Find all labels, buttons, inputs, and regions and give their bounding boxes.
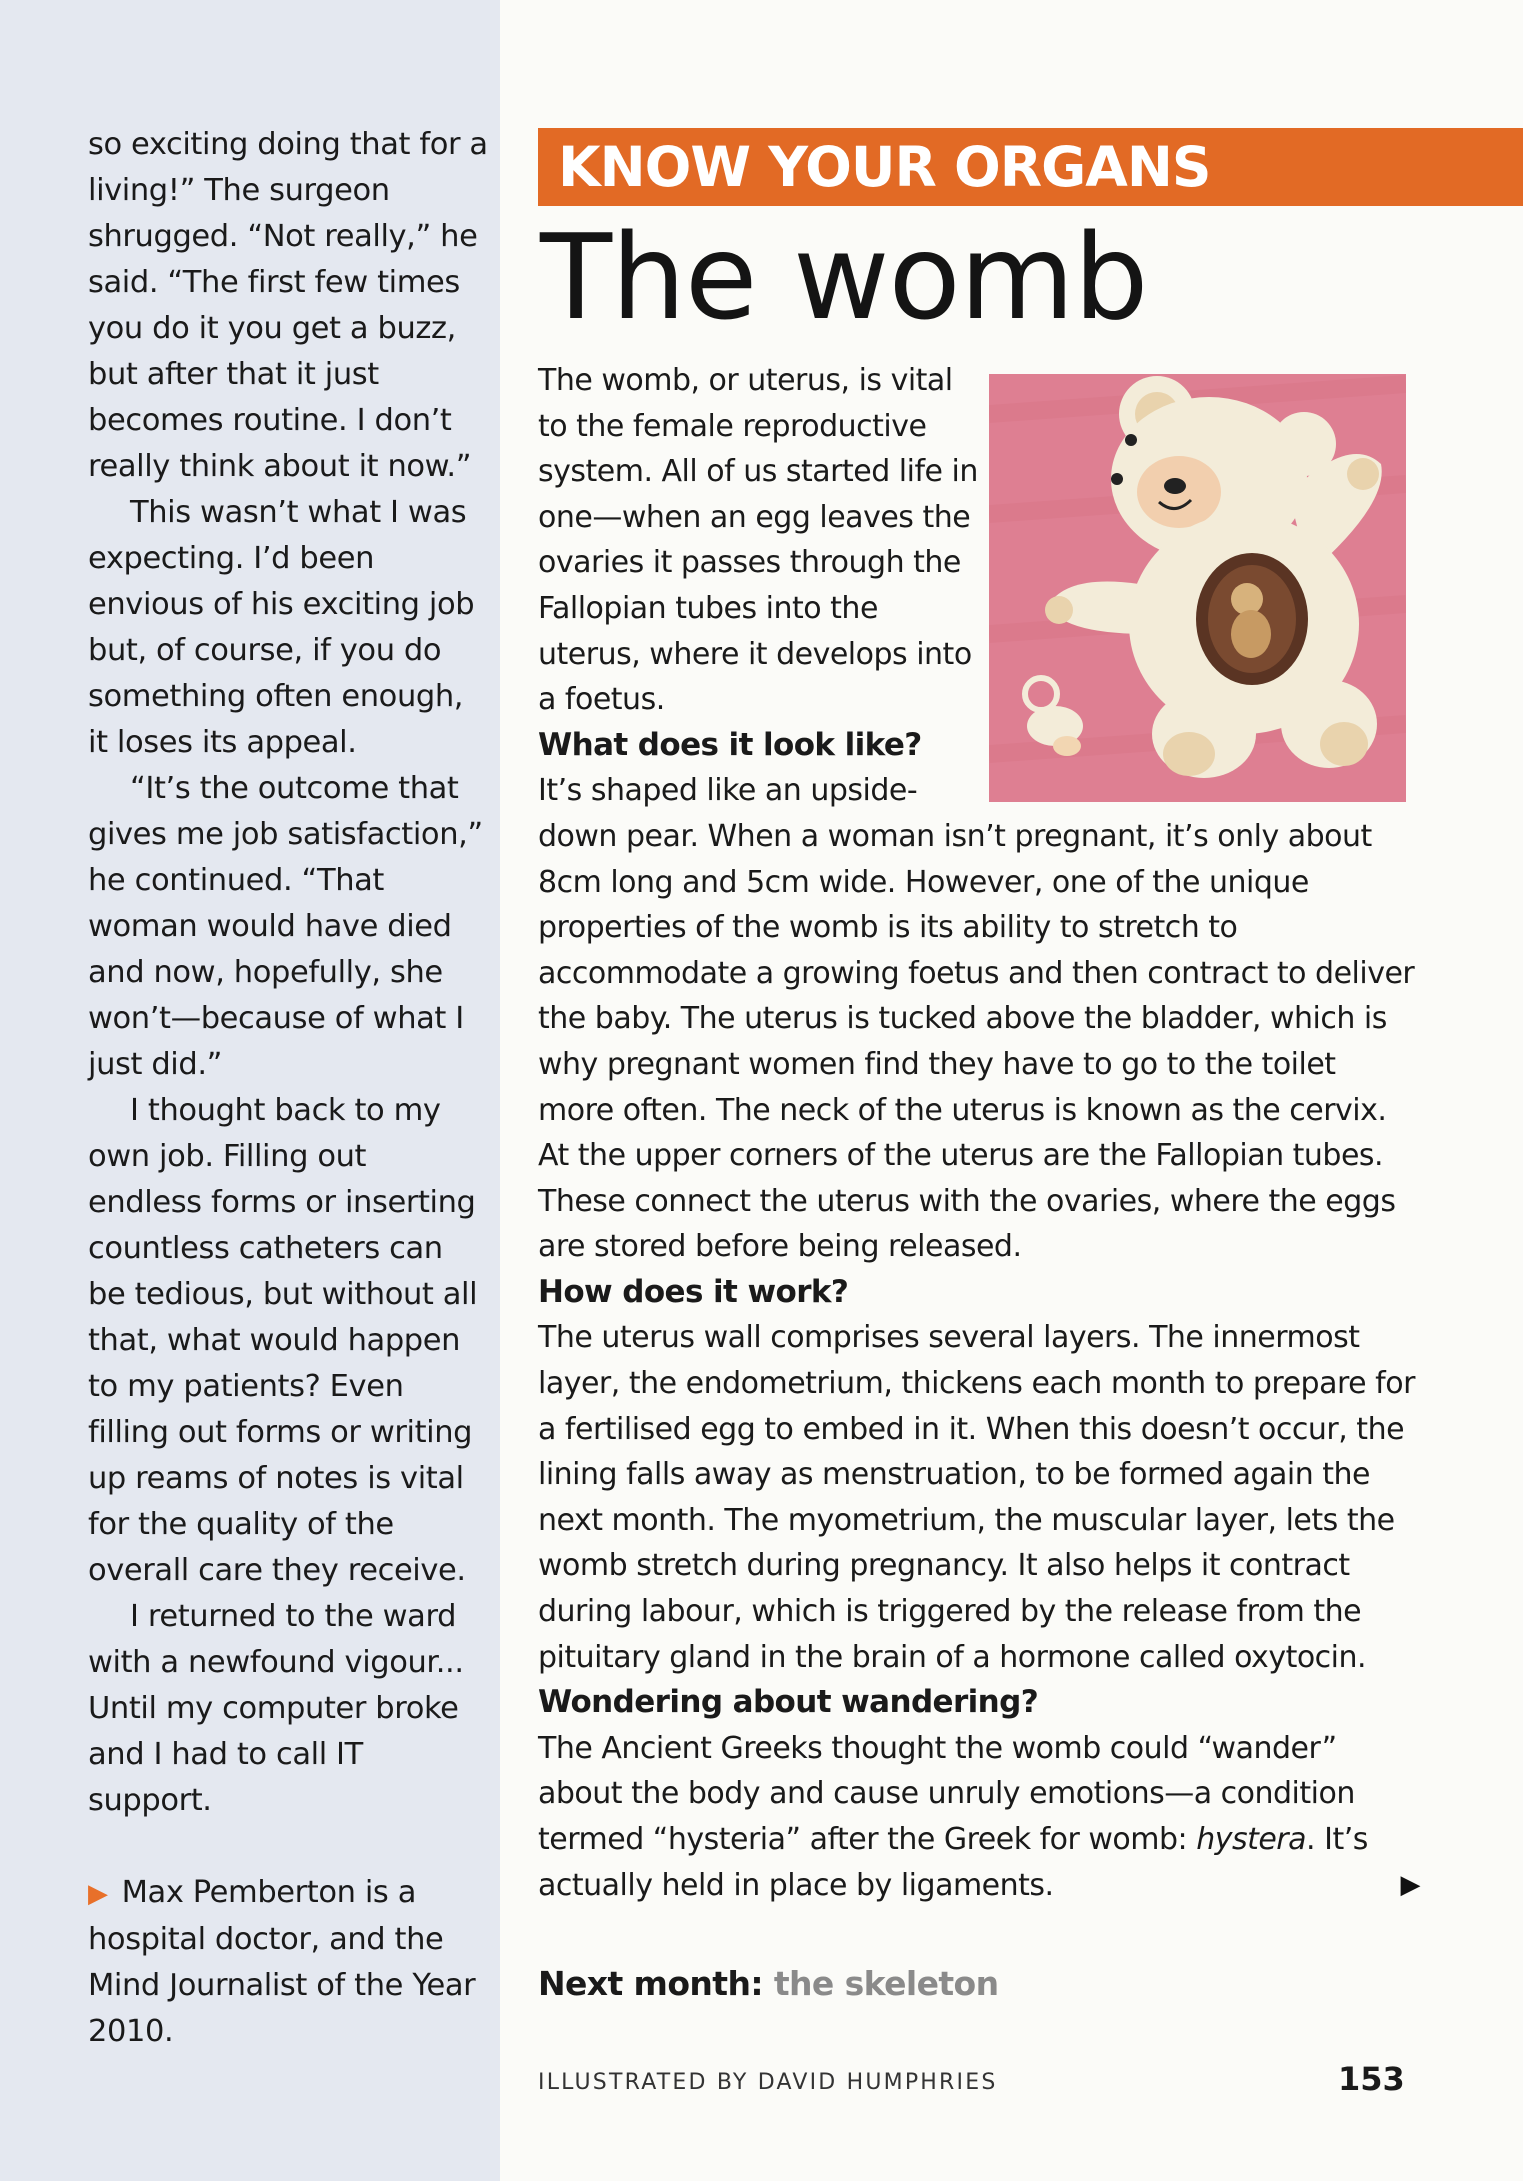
author-bio bbox=[88, 1870, 488, 2055]
left-column-text bbox=[88, 122, 488, 2055]
illustration-credit: ILLUSTRATED BY DAVID HUMPHRIES bbox=[538, 2070, 998, 2095]
intro-paragraph: The womb, or uterus, is vital to the female reproductive system. All of us started life in one—when an egg leaves the ovaries it passes through the Fallopian tubes into the uterus, where it develops into a foetus. bbox=[538, 363, 978, 718]
page-number: 153 bbox=[1338, 2060, 1405, 2098]
next-month-teaser bbox=[538, 1964, 999, 2003]
heading-how-does-it-work: How does it work? bbox=[538, 1273, 849, 1310]
left-paragraph-3: “It’s the outcome that gives me job satisfaction,” he continued. “That woman would have died and now, hopefully, she won’t—because of what I just did.” bbox=[88, 771, 483, 1082]
section2-body: The uterus wall comprises several layers. The innermost layer, the endometrium, thickens each month to prepare for a fertilised egg to embed in it. When this doesn’t occur, the lining falls away as menstruation, to be formed again the next month. The myometrium, the muscular layer, lets the womb stretch during pregnancy. It also helps it contract during labour, which is triggered by the release from the pituitary gland in the brain of a hormone called oxytocin. bbox=[538, 1320, 1415, 1675]
heading-wondering-about-wandering: Wondering about wandering? bbox=[538, 1684, 1039, 1721]
section3-italic-word: hystera bbox=[1196, 1822, 1307, 1857]
section1-lead: It’s shaped like an upside- bbox=[538, 773, 918, 809]
section3-text-a: The Ancient Greeks thought the womb could “wander” about the body and cause unruly emotions—a condition termed “hysteria” after the Greek for womb: bbox=[538, 1730, 1355, 1857]
left-paragraph-4: I thought back to my own job. Filling out endless forms or inserting countless catheters can be tedious, but without all that, what would happen to my patients? Even filling out forms or writing up reams of notes is vital for the quality of the overall care they receive. bbox=[88, 1093, 478, 1588]
left-column bbox=[0, 0, 500, 2181]
left-paragraph-1: so exciting doing that for a living!” The surgeon shrugged. “Not really,” he said. “The first few times you do it you get a buzz, but after that it just becomes routine. I don’t really think about it now.” bbox=[88, 127, 488, 484]
article-body bbox=[538, 358, 1418, 1908]
next-month-label: Next month: bbox=[538, 1964, 763, 2003]
left-paragraph-5: I returned to the ward with a newfound vigour... Until my computer broke and I had to call IT support. bbox=[88, 1599, 464, 1818]
bio-arrow-icon: ▶ bbox=[88, 1879, 108, 1909]
section-banner bbox=[538, 128, 1523, 206]
section3-text-b: . It’s actually held in place by ligaments. bbox=[538, 1822, 1368, 1903]
next-month-topic: the skeleton bbox=[773, 1964, 999, 2003]
section3-body bbox=[538, 1726, 1418, 1908]
section-banner-label: KNOW YOUR ORGANS bbox=[558, 135, 1211, 199]
left-paragraph-2: This wasn’t what I was expecting. I’d been envious of his exciting job but, of course, if you do something often enough, it loses its appeal. bbox=[88, 495, 475, 760]
article bbox=[538, 0, 1523, 2181]
section1-body: down pear. When a woman isn’t pregnant, it’s only about 8cm long and 5cm wide. However, one of the unique properties of the womb is its ability to stretch to accommodate a growing foetus and then contract to deliver the baby. The uterus is tucked above the bladder, which is why pregnant women find they have to go to the toilet more often. The neck of the uterus is known as the cervix. At the upper corners of the uterus are the Fallopian tubes. These connect the uterus with the ovaries, where the eggs are stored before being released. bbox=[538, 818, 1415, 1265]
bio-text: Max Pemberton is a hospital doctor, and the Mind Journalist of the Year 2010. bbox=[88, 1875, 476, 2049]
article-title: The womb bbox=[540, 208, 1148, 346]
heading-what-does-it-look-like: What does it look like? bbox=[538, 726, 922, 763]
end-arrow-icon: ▶ bbox=[1400, 1869, 1420, 1900]
